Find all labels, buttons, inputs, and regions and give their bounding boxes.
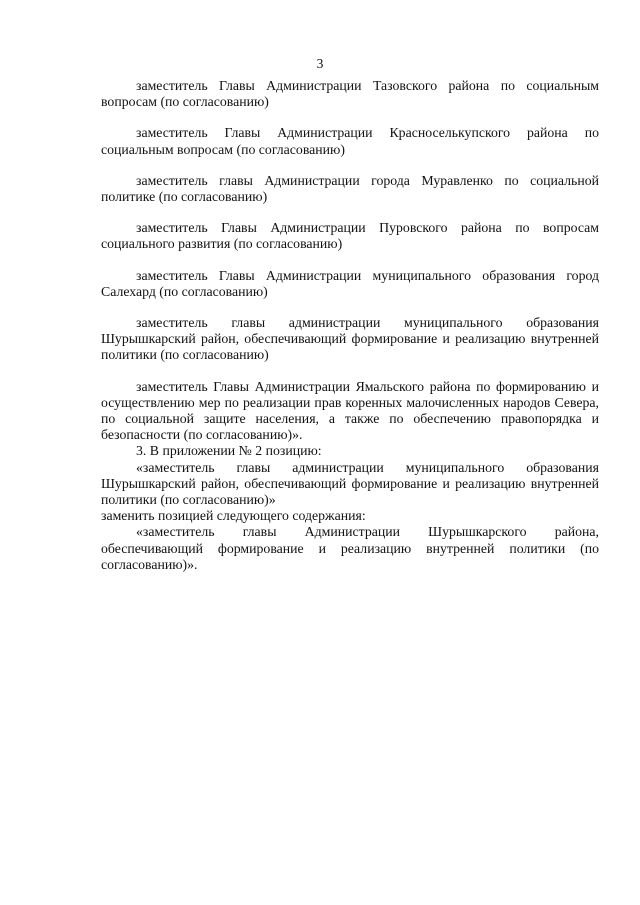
paragraph-salekhard: заместитель Главы Администрации муниципального образования город Салехард (по согласованию) [101,267,599,299]
paragraph-krasnoselkupsky: заместитель Главы Администрации Красноселькупского района по социальным вопросам (по согласованию) [101,125,599,157]
paragraph-muravlenko: заместитель главы Администрации города Муравленко по социальной политике (по согласованию) [101,172,599,205]
paragraph-tazovsky: заместитель Главы Администрации Тазовского района по социальным вопросам (по согласованию) [101,78,599,110]
page-number: 3 [316,56,324,71]
paragraph-replace-with: заменить позицией следующего содержания: [101,508,366,524]
paragraph-quoted-new-position: «заместитель главы Администрации Шурышкарского района, обеспечивающий формирование и реализацию внутренней политики (по согласованию)». [101,524,599,572]
paragraph-quoted-old-position: «заместитель главы администрации муниципального образования Шурышкарский район, обеспечивающий формирование и реализацию внутренней политики (по согласованию)» [101,459,599,508]
paragraph-purovsky: заместитель Главы Администрации Пуровского района по вопросам социального развития (по согласованию) [101,220,599,252]
paragraph-item-3: 3. В приложении № 2 позицию: [136,443,322,459]
document-body [101,78,599,573]
paragraph-yamalsky: заместитель Главы Администрации Ямальского района по формированию и осуществлению мер по реализации прав коренных малочисленных народов Севера, по социальной защите населения, а также по обеспечению правопорядка и безопасности (по согласованию)». [101,378,599,443]
paragraph-shuryshkarsky: заместитель главы администрации муниципального образования Шурышкарский район, обеспечивающий формирование и реализацию внутренней политики (по согласованию) [101,315,599,363]
